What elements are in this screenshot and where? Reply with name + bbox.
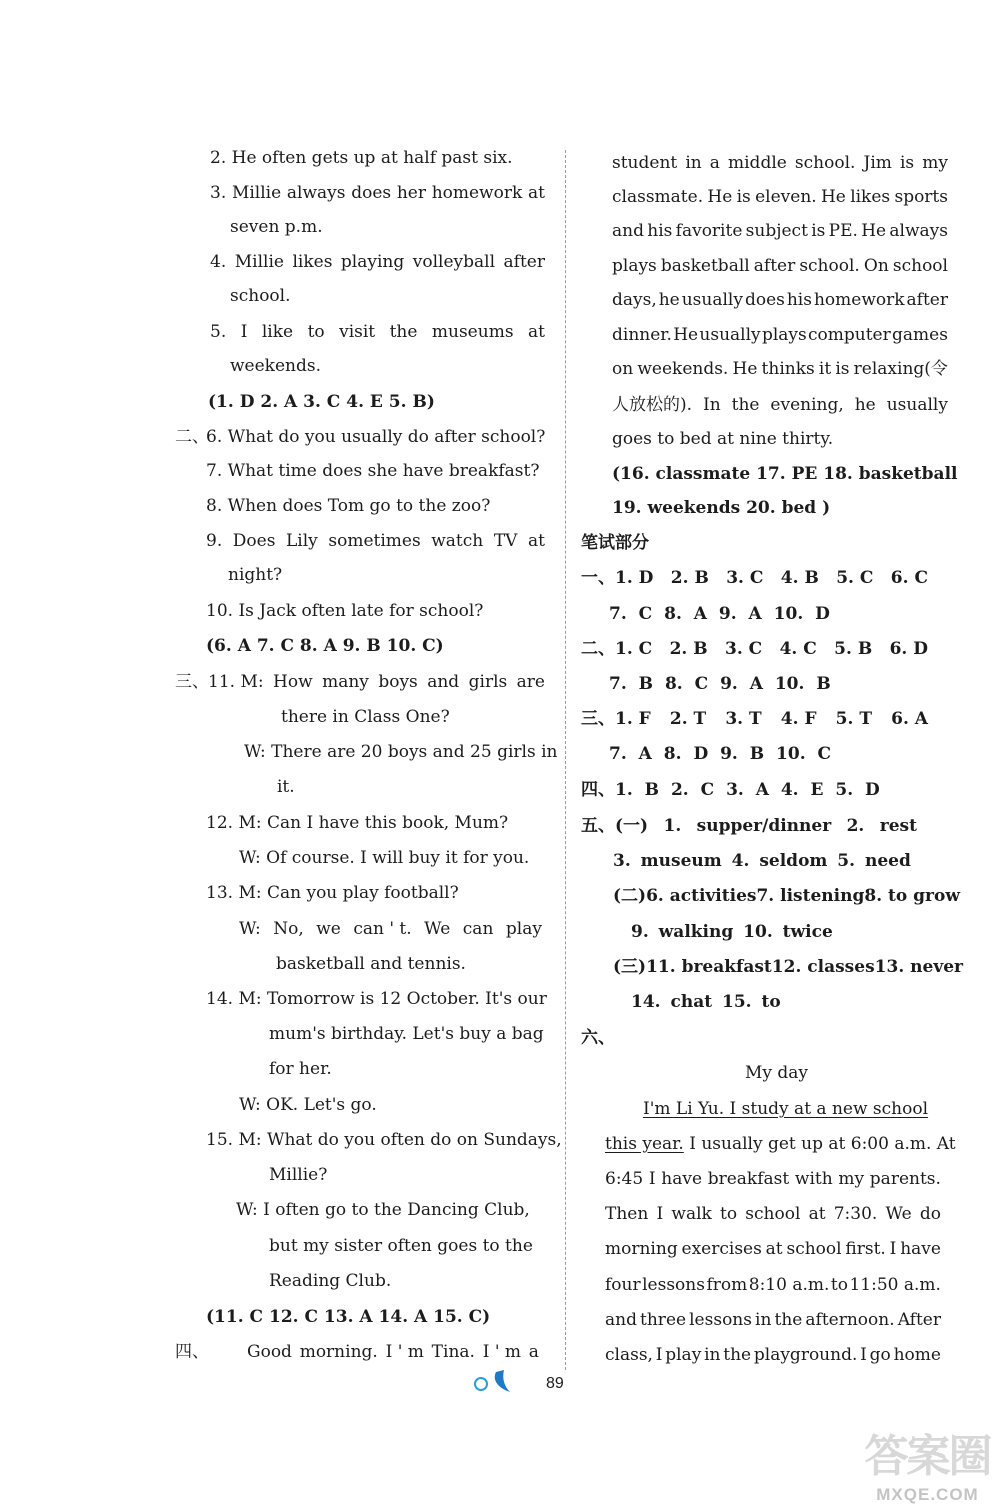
word: Does	[232, 531, 276, 551]
word: a	[528, 1342, 539, 1362]
word: I	[648, 1169, 656, 1189]
word: afternoon.	[805, 1310, 895, 1330]
word: morning.	[299, 1342, 378, 1362]
line	[208, 670, 545, 694]
word: 6. A	[891, 709, 928, 729]
word: the	[723, 1345, 752, 1365]
word: are	[516, 672, 545, 692]
word: 3. C	[725, 639, 763, 659]
word: 8. to grow	[864, 886, 960, 906]
word: likes	[292, 252, 333, 272]
word: evening,	[770, 395, 844, 415]
word: usually	[699, 325, 761, 345]
essay-line	[605, 1273, 941, 1297]
word: is	[736, 187, 751, 207]
word: 6. D	[889, 639, 928, 659]
essay-line	[605, 1202, 941, 1226]
answer-key: 四、1. B 2. C 3. A 4. E 5. D	[581, 780, 880, 800]
word: the	[731, 395, 760, 415]
word: 1.	[663, 816, 682, 836]
word: On	[863, 256, 889, 276]
answer-key: 3. museum 4. seldom 5. need	[613, 851, 911, 871]
answer-key: (16. classmate 17. PE 18. basketball	[612, 464, 958, 484]
word: four	[605, 1275, 641, 1295]
word: Jim	[863, 153, 892, 173]
word: playground.	[753, 1345, 858, 1365]
line: weekends.	[230, 356, 321, 376]
section-label: 四、	[175, 1342, 209, 1362]
word: is	[899, 153, 915, 173]
word: 4.	[210, 252, 227, 272]
word: after	[906, 290, 948, 310]
word: exercises	[681, 1239, 762, 1259]
answer-key: (6. A 7. C 8. A 9. B 10. C)	[206, 636, 444, 656]
word: boys	[378, 672, 418, 692]
word: her	[396, 183, 426, 203]
line	[612, 323, 948, 347]
word: school	[892, 256, 948, 276]
answer-key	[581, 707, 928, 731]
line: Millie?	[269, 1165, 328, 1185]
word: 3. C	[726, 568, 764, 588]
answer-key	[581, 566, 928, 590]
line: school.	[230, 286, 291, 306]
word: my	[922, 153, 948, 173]
word: (三)11. breakfast	[613, 957, 772, 977]
line: W: OK. Let's go.	[239, 1095, 377, 1115]
word: plays	[612, 256, 657, 276]
word: school.	[799, 256, 860, 276]
word: school	[745, 1204, 801, 1224]
word: at	[528, 531, 545, 551]
word: I	[655, 1345, 663, 1365]
word: Good	[247, 1342, 292, 1362]
essay-line	[605, 1167, 941, 1191]
line: W: I often go to the Dancing Club,	[236, 1200, 530, 1220]
word: I ' m	[482, 1342, 522, 1362]
word: student	[612, 153, 678, 173]
word: I	[240, 322, 248, 342]
word: we	[316, 919, 341, 939]
word: Millie	[231, 183, 282, 203]
word: homework	[431, 183, 523, 203]
answer-key: 7. A 8. D 9. B 10. C	[609, 744, 832, 764]
word: after	[753, 256, 796, 276]
line: basketball and tennis.	[276, 954, 466, 974]
word: 五、(一)	[581, 816, 649, 836]
word: many	[322, 672, 369, 692]
word: usually	[681, 290, 743, 310]
word: likes	[850, 187, 891, 207]
line	[612, 393, 948, 417]
word: girls	[468, 672, 508, 692]
line: 12. M: Can I have this book, Mum?	[206, 813, 509, 833]
line: Reading Club.	[269, 1271, 392, 1291]
line: there in Class One?	[281, 707, 450, 727]
word: Tina.	[431, 1342, 475, 1362]
word: 12. classes	[771, 957, 875, 977]
word: on	[612, 359, 634, 379]
word: 2. T	[669, 709, 707, 729]
word: go	[869, 1345, 891, 1365]
word: always	[286, 183, 346, 203]
word: lessons	[689, 1310, 752, 1330]
word: the	[389, 322, 418, 342]
line: W: Of course. I will buy it for you.	[239, 848, 530, 868]
word: he	[658, 290, 680, 310]
line	[612, 357, 948, 381]
word: his	[786, 290, 812, 310]
word: relaxing(令	[853, 359, 948, 379]
word: class,	[605, 1345, 653, 1365]
watermark-text: MXQE.COM	[876, 1485, 979, 1504]
word: to	[720, 1204, 738, 1224]
word: museums	[431, 322, 514, 342]
answer-key: 7. C 8. A 9. A 10. D	[609, 604, 830, 624]
word: to	[830, 1275, 848, 1295]
word: PE.	[828, 221, 858, 241]
section-label: 六、	[581, 1028, 615, 1048]
line: W: There are 20 boys and 25 girls in	[244, 742, 558, 762]
word: 9.	[206, 531, 223, 551]
word: I	[889, 1239, 897, 1259]
word: 二、1. C	[581, 639, 653, 659]
answer-key: (1. D 2. A 3. C 4. E 5. B)	[208, 392, 435, 412]
line: 15. M: What do you often do on Sundays,	[206, 1130, 562, 1150]
word: middle	[728, 153, 787, 173]
word: play	[665, 1345, 702, 1365]
word: We	[885, 1204, 912, 1224]
word: the	[774, 1310, 803, 1330]
word: thinks	[761, 359, 815, 379]
word: homework	[813, 290, 905, 310]
word: he	[854, 395, 876, 415]
word: and	[605, 1310, 637, 1330]
word: play	[505, 919, 542, 939]
word: 4. B	[780, 568, 819, 588]
line	[612, 288, 948, 312]
word: subject	[745, 221, 808, 241]
answer-key	[581, 814, 917, 838]
word: have	[900, 1239, 941, 1259]
word: does	[744, 290, 785, 310]
line	[210, 320, 545, 344]
line	[612, 151, 948, 175]
answer-key: 7. B 8. C 9. A 10. B	[609, 674, 831, 694]
word: from	[706, 1275, 748, 1295]
word: do	[919, 1204, 941, 1224]
word: lessons	[642, 1275, 705, 1295]
word: classmate.	[612, 187, 704, 207]
word: to	[307, 322, 325, 342]
section-label: 二、	[175, 427, 209, 447]
word: school	[786, 1239, 842, 1259]
word: 2.	[846, 816, 865, 836]
word: 6. C	[890, 568, 928, 588]
line: 2. He often gets up at half past six.	[210, 148, 513, 168]
word: Then	[605, 1204, 649, 1224]
word: can ' t.	[353, 919, 412, 939]
word: playing	[340, 252, 405, 272]
word: 5.	[210, 322, 227, 342]
word: In	[703, 395, 721, 415]
word: like	[261, 322, 294, 342]
answer-key	[613, 884, 960, 908]
line: 7. What time does she have breakfast?	[206, 461, 540, 481]
watermark	[860, 1420, 995, 1505]
line	[210, 181, 545, 205]
word: watch	[431, 531, 484, 551]
essay-line	[605, 1237, 941, 1261]
word: and	[427, 672, 460, 692]
word: 7:30.	[833, 1204, 878, 1224]
word: dinner.	[612, 325, 672, 345]
word: He	[820, 187, 846, 207]
word: 4. F	[780, 709, 817, 729]
word: 7. listening	[756, 886, 865, 906]
word: sometimes	[328, 531, 421, 551]
answer-key: 14. chat 15. to	[631, 992, 781, 1012]
word: rest	[879, 816, 917, 836]
word: visit	[339, 322, 376, 342]
word: his	[647, 221, 673, 241]
word: 一、1. D	[581, 568, 654, 588]
word: in	[685, 153, 702, 173]
word: games	[892, 325, 948, 345]
word: is	[811, 221, 826, 241]
watermark-logo-icon: 答案圈	[864, 1431, 991, 1482]
word: He	[861, 221, 887, 241]
word: can	[462, 919, 494, 939]
word: 3. T	[725, 709, 762, 729]
line: for her.	[269, 1059, 332, 1079]
word: is	[835, 359, 850, 379]
word: after	[503, 252, 545, 272]
word: 人放松的).	[612, 395, 693, 415]
word: No,	[273, 919, 304, 939]
word: TV	[493, 531, 518, 551]
word: three	[640, 1310, 687, 1330]
word: supper/dinner	[696, 816, 832, 836]
word: 11:50 a.m.	[849, 1275, 941, 1295]
essay-line	[605, 1308, 941, 1332]
word: computer	[808, 325, 891, 345]
line: 10. Is Jack often late for school?	[206, 601, 484, 621]
word: with	[794, 1169, 833, 1189]
word: I	[860, 1345, 867, 1365]
essay-text: I usually get up at 6:00 a.m. At	[683, 1134, 956, 1154]
word: morning	[605, 1239, 678, 1259]
line: 14. M: Tomorrow is 12 October. It's our	[206, 989, 547, 1009]
word: 5. B	[834, 639, 873, 659]
word: I	[656, 1204, 664, 1224]
underlined-text: this year.	[605, 1134, 684, 1154]
word: volleyball	[412, 252, 496, 272]
line: mum's birthday. Let's buy a bag	[269, 1024, 544, 1044]
word: parents.	[869, 1169, 941, 1189]
word: 3.	[210, 183, 227, 203]
word: plays	[761, 325, 807, 345]
line: goes to bed at nine thirty.	[612, 429, 834, 449]
word: in	[755, 1310, 772, 1330]
word: 5. C	[836, 568, 874, 588]
word: home	[893, 1345, 941, 1365]
answer-key: (11. C 12. C 13. A 14. A 15. C)	[206, 1307, 491, 1327]
publisher-logo-icon	[470, 1366, 518, 1398]
essay-line	[605, 1132, 956, 1156]
word: eleven.	[755, 187, 817, 207]
answer-key: 19. weekends 20. bed )	[612, 498, 831, 518]
section-label: 三、	[175, 672, 209, 692]
word: Millie	[234, 252, 284, 272]
essay-line	[605, 1343, 941, 1367]
word: walk	[671, 1204, 712, 1224]
word: days,	[612, 290, 657, 310]
line: 6. What do you usually do after school?	[206, 427, 546, 447]
section-heading: 笔试部分	[581, 533, 649, 553]
line	[612, 254, 948, 278]
word: After	[897, 1310, 941, 1330]
word: a	[709, 153, 720, 173]
word: I ' m	[385, 1342, 424, 1362]
word: (二)6. activities	[613, 886, 757, 906]
word: 三、1. F	[581, 709, 651, 729]
word: school.	[794, 153, 856, 173]
word: He	[732, 359, 758, 379]
word: He	[673, 325, 699, 345]
word: breakfast	[707, 1169, 790, 1189]
line: 13. M: Can you play football?	[206, 883, 459, 903]
word: it	[818, 359, 832, 379]
word: usually	[886, 395, 948, 415]
line	[206, 529, 545, 553]
word: sports	[894, 187, 948, 207]
line	[210, 250, 545, 274]
word: 4. C	[779, 639, 817, 659]
page-number: 89	[546, 1375, 564, 1392]
word: favorite	[675, 221, 743, 241]
answer-key: 9. walking 10. twice	[631, 922, 833, 942]
word: my	[838, 1169, 865, 1189]
essay-line: I'm Li Yu. I study at a new school	[643, 1099, 929, 1119]
word: How	[273, 672, 313, 692]
line: but my sister often goes to the	[269, 1236, 533, 1256]
line	[612, 219, 948, 243]
line	[612, 185, 948, 209]
word: at	[765, 1239, 783, 1259]
word: always	[889, 221, 948, 241]
word: 13. never	[874, 957, 963, 977]
word: 8:10 a.m.	[748, 1275, 830, 1295]
word: 5. T	[835, 709, 872, 729]
line: seven p.m.	[230, 217, 323, 237]
word: basketball	[660, 256, 750, 276]
word: Lily	[286, 531, 318, 551]
word: W:	[239, 919, 261, 939]
word: 2. B	[669, 639, 708, 659]
word: 11. M:	[208, 672, 264, 692]
answer-key	[613, 955, 963, 979]
word: have	[661, 1169, 703, 1189]
word: 6:45	[605, 1169, 644, 1189]
word: does	[351, 183, 392, 203]
line: night?	[228, 565, 283, 585]
word: at	[527, 183, 545, 203]
word: at	[808, 1204, 826, 1224]
line: 8. When does Tom go to the zoo?	[206, 496, 491, 516]
word: and	[612, 221, 644, 241]
word: first.	[845, 1239, 886, 1259]
line	[247, 1340, 539, 1364]
word: He	[707, 187, 733, 207]
word: 2. B	[670, 568, 709, 588]
line	[239, 917, 542, 941]
column-divider	[565, 150, 566, 1370]
word: at	[528, 322, 545, 342]
line: it.	[277, 777, 295, 797]
essay-title: My day	[745, 1063, 809, 1083]
answer-key	[581, 637, 928, 661]
word: We	[424, 919, 451, 939]
word: in	[704, 1345, 721, 1365]
word: weekends.	[637, 359, 729, 379]
